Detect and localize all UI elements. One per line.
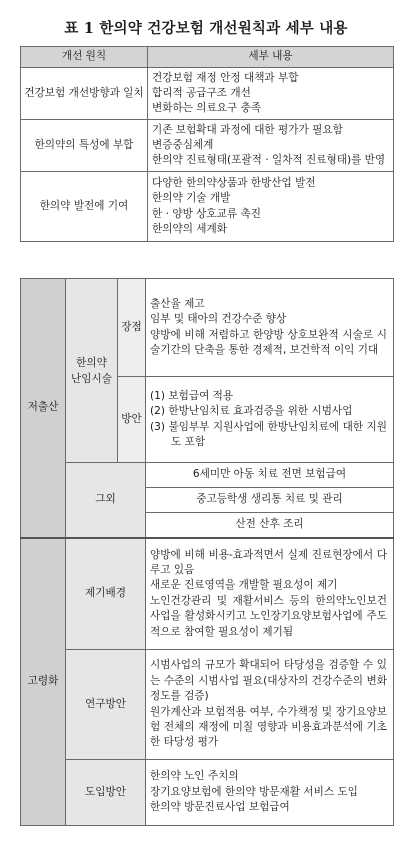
method-line: (2) 한방난임치료 효과검증을 위한 시범사업 bbox=[150, 405, 353, 418]
background-line: 양방에 비해 비용-효과적면서 실제 진료현장에서 다루고 있음 bbox=[150, 548, 387, 576]
background-line: 새로운 진료영역을 개발할 필요성이 제기 bbox=[150, 579, 338, 592]
policy-table bbox=[20, 278, 394, 826]
subcategory-introduction: 도입방안 bbox=[66, 760, 146, 826]
table-row bbox=[21, 279, 394, 377]
subcategory-background: 제기배경 bbox=[66, 538, 146, 650]
merits-cell bbox=[146, 279, 394, 377]
research-cell bbox=[146, 650, 394, 760]
methods-label: 방안 bbox=[118, 377, 146, 463]
category-aging: 고령화 bbox=[21, 538, 66, 826]
introduction-line: 한의약 방문진료사업 보험급여 bbox=[150, 801, 290, 814]
detail-line: 기존 보험확대 과정에 대한 평가가 필요함 bbox=[152, 123, 343, 136]
detail-line: 변증중심체계 bbox=[152, 138, 214, 151]
column-header-principle: 개선 원칙 bbox=[21, 47, 148, 68]
table-row bbox=[21, 120, 394, 172]
methods-cell bbox=[146, 377, 394, 463]
merit-line: 임부 및 태아의 건강수준 향상 bbox=[150, 313, 287, 326]
table-title: 표 1 한의약 건강보험 개선원칙과 세부 내용 bbox=[64, 20, 348, 37]
introduction-line: 장기요양보험에 한의약 방문재활 서비스 도입 bbox=[150, 785, 358, 798]
detail-line: 합리적 공급구조 개선 bbox=[152, 86, 251, 99]
research-line: 원가계산과 보험적용 여부, 수가책정 및 장기요양보험 전체의 재정에 미칠 영향과 비용효과분석에 기초한 타당성 평가 bbox=[150, 705, 387, 749]
detail-line: 한의약 진료형태(포괄적 · 일차적 진료형태)를 반영 bbox=[152, 154, 386, 167]
detail-line: 한 · 양방 상호교류 촉진 bbox=[152, 207, 261, 220]
table-row bbox=[21, 172, 394, 242]
method-line: (1) 보험급여 적용 bbox=[150, 389, 234, 402]
merits-label: 장점 bbox=[118, 279, 146, 377]
introduction-line: 한의약 노인 주치의 bbox=[150, 770, 239, 783]
merit-line: 출산율 제고 bbox=[150, 297, 205, 310]
subcategory-infertility: 한의약 난임시술 bbox=[66, 279, 118, 463]
principle-cell: 건강보험 개선방향과 일치 bbox=[21, 68, 148, 120]
category-low-birth: 저출산 bbox=[21, 279, 66, 538]
detail-line: 다양한 한의약상품과 한방산업 발전 bbox=[152, 177, 316, 190]
method-line: (3) 불임부부 지원사업에 한방난임치료에 대한 지원도 포함 bbox=[150, 420, 387, 448]
subcategory-other: 그외 bbox=[66, 463, 146, 538]
other-item: 6세미만 아동 치료 전면 보험급여 bbox=[146, 463, 394, 488]
table-row bbox=[21, 463, 394, 488]
table-row bbox=[21, 68, 394, 120]
merit-line: 양방에 비해 저렴하고 한양방 상호보완적 시술로 시술기간의 단축을 통한 경제적, 보건학적 이익 기대 bbox=[150, 328, 387, 356]
table-header-row bbox=[21, 47, 394, 68]
detail-line: 건강보험 재정 안정 대책과 부합 bbox=[152, 71, 299, 84]
subcategory-research: 연구방안 bbox=[66, 650, 146, 760]
principle-cell: 한의약의 특성에 부합 bbox=[21, 120, 148, 172]
principle-cell: 한의약 발전에 기여 bbox=[21, 172, 148, 242]
detail-line: 한의약 기술 개발 bbox=[152, 192, 231, 205]
background-cell bbox=[146, 538, 394, 650]
other-item: 중고등학생 생리통 치료 및 관리 bbox=[146, 488, 394, 513]
research-line: 시범사업의 규모가 확대되어 타당성을 검증할 수 있는 수준의 시범사업 필요(대상자의 건강수준의 변화 정도를 검증) bbox=[150, 659, 387, 703]
table-row bbox=[21, 538, 394, 650]
background-line: 노인건강관리 및 재활서비스 등의 한의약노인보건사업을 활성화시키고 노인장기요양보험사업에 주도적으로 참여할 필요성이 제기됨 bbox=[150, 594, 387, 638]
principles-table bbox=[20, 46, 394, 242]
detail-line: 한의약의 세계화 bbox=[152, 222, 228, 235]
other-item: 산전 산후 조리 bbox=[146, 513, 394, 538]
details-cell bbox=[148, 68, 394, 120]
detail-line: 변화하는 의료요구 충족 bbox=[152, 102, 262, 115]
table-row bbox=[21, 760, 394, 826]
details-cell bbox=[148, 172, 394, 242]
column-header-details: 세부 내용 bbox=[148, 47, 394, 68]
table-row bbox=[21, 650, 394, 760]
introduction-cell bbox=[146, 760, 394, 826]
details-cell bbox=[148, 120, 394, 172]
